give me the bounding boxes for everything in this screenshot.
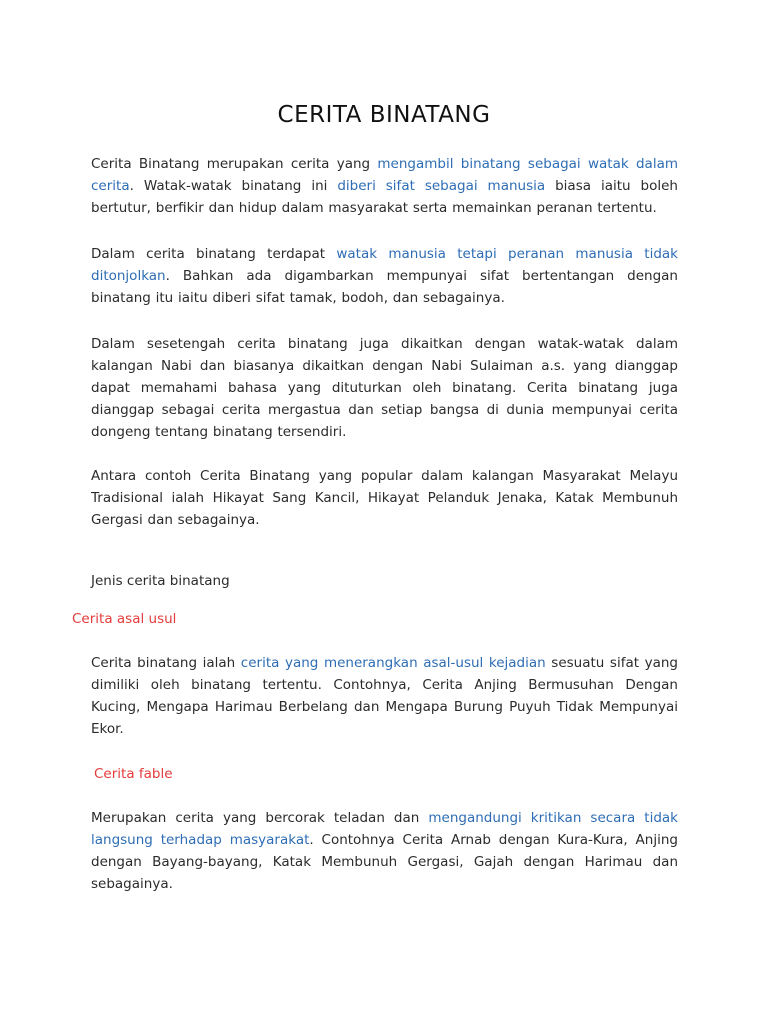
text-run: Cerita binatang ialah [91, 655, 241, 671]
highlight-text: mengambil binatang sebagai watak dalam cerita [91, 156, 678, 194]
section-heading-fable: Cerita fable [94, 766, 173, 782]
text-run: Merupakan cerita yang bercorak teladan dan [91, 810, 429, 826]
text-run: Dalam cerita binatang terdapat [91, 246, 337, 262]
text-run: . Bahkan ada digambarkan mempunyai sifat bertentangan dengan binatang itu iaitu diberi sifat tamak, bodoh, dan sebagainya. [91, 268, 678, 306]
section-heading-asal-usul: Cerita asal usul [72, 611, 177, 627]
text-run: Cerita Binatang merupakan cerita yang [91, 156, 378, 172]
types-heading: Jenis cerita binatang [91, 573, 230, 589]
paragraph-examples: Antara contoh Cerita Binatang yang popular dalam kalangan Masyarakat Melayu Tradisional ialah Hikayat Sang Kancil, Hikayat Pelanduk Jenaka, Katak Membunuh Gergasi dan sebagainya. [91, 468, 678, 528]
text-run: biasa iaitu boleh bertutur, berfikir dan hidup dalam masyarakat serta memainkan peranan tertentu. [91, 178, 678, 216]
text-run: . Watak-watak binatang ini [129, 178, 338, 194]
paragraph-definition [91, 153, 678, 219]
paragraph-prophets: Dalam sesetengah cerita binatang juga dikaitkan dengan watak-watak dalam kalangan Nabi dan biasanya dikaitkan dengan Nabi Sulaiman a.s. yang dianggap dapat memahami bahasa yang dituturkan oleh binatang. Cerita binatang juga dianggap sebagai cerita mergastua dan setiap bangsa di dunia mempunyai cerita dongeng tentang binatang tersendiri. [91, 336, 678, 440]
text-run: . Contohnya Cerita Arnab dengan Kura-Kura, Anjing dengan Bayang-bayang, Katak Membunuh Gergasi, Gajah dengan Harimau dan sebagainya. [91, 832, 678, 892]
paragraph-fable [91, 807, 678, 895]
highlight-text: watak manusia tetapi peranan manusia tidak ditonjolkan [91, 246, 678, 284]
highlight-text: cerita yang menerangkan asal-usul kejadian [240, 655, 546, 671]
highlight-text: diberi sifat sebagai manusia [337, 178, 546, 194]
paragraph-asal-usul [91, 652, 678, 740]
page-title: CERITA BINATANG [277, 102, 491, 128]
paragraph-human-traits [91, 243, 678, 309]
text-run: sesuatu sifat yang dimiliki oleh binatang tertentu. Contohnya, Cerita Anjing Bermusuhan Dengan Kucing, Mengapa Harimau Berbelang dan Mengapa Burung Puyuh Tidak Mempunyai Ekor. [91, 655, 678, 737]
highlight-text: mengandungi kritikan secara tidak langsung terhadap masyarakat [91, 810, 678, 848]
